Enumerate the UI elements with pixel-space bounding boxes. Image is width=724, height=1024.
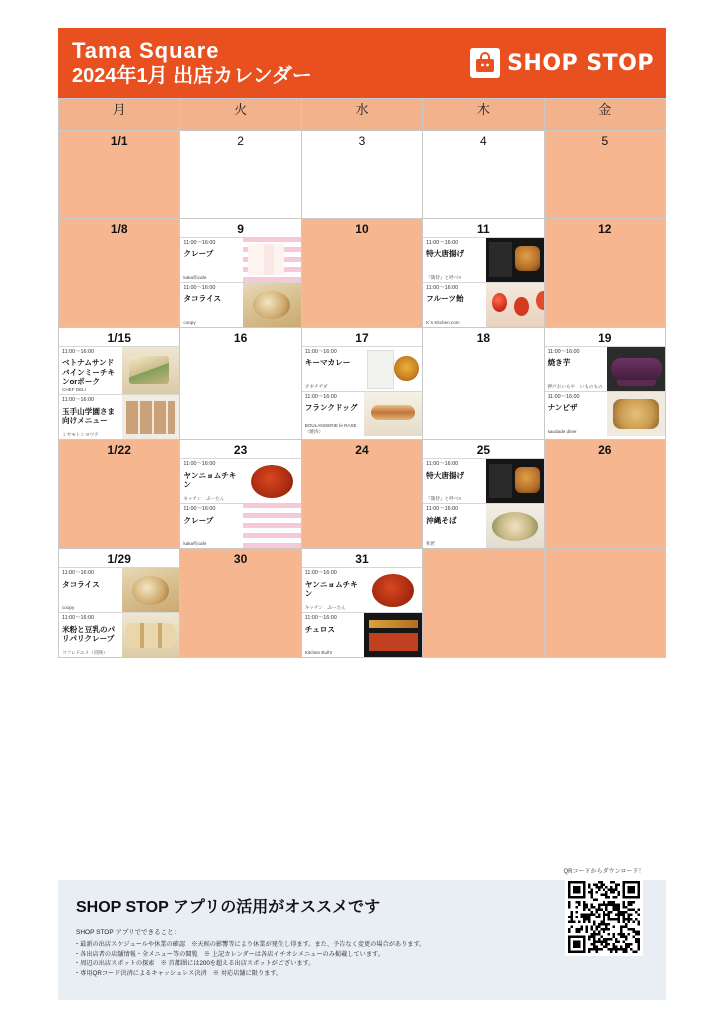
- event-menu-name: 特大唐揚げ: [426, 249, 465, 259]
- event-menu-name: タコライス: [62, 579, 100, 589]
- event-shop-name: 『鶏侍』と呼べ!!: [426, 274, 461, 280]
- event-photo: [607, 347, 665, 391]
- event-text: [302, 568, 365, 612]
- food-photo-curry: [364, 347, 422, 391]
- calendar-day-cell[interactable]: [59, 440, 180, 549]
- event-shop-name: ヲギチヂダ: [304, 383, 328, 389]
- calendar-event[interactable]: [545, 391, 665, 436]
- event-menu-name: フランクドッグ: [304, 403, 358, 413]
- event-menu-name: クレープ: [183, 249, 214, 259]
- event-text: [423, 459, 486, 503]
- event-time: 11:00〜16:00: [426, 506, 459, 513]
- day-number: 31: [355, 552, 369, 567]
- event-photo: [122, 347, 180, 394]
- event-photo: [364, 392, 422, 436]
- food-photo-meat: [122, 395, 180, 439]
- food-photo-yangnyeom: [364, 568, 422, 612]
- event-shop-name: 和匠: [426, 540, 436, 546]
- event-time: 11:00〜16:00: [304, 615, 337, 622]
- day-event-list: [59, 567, 179, 657]
- brand-logo: [470, 48, 654, 78]
- calendar-event[interactable]: [423, 282, 543, 327]
- calendar-event[interactable]: [302, 612, 422, 657]
- calendar-event[interactable]: [302, 391, 422, 436]
- calendar-day-cell[interactable]: [180, 549, 301, 658]
- event-shop-name: コフレドエメ（冒険）: [62, 649, 108, 655]
- event-text: [423, 238, 486, 282]
- food-photo-crepe2: [243, 504, 301, 548]
- calendar-day-cell[interactable]: [423, 440, 544, 549]
- day-number: 24: [355, 443, 369, 458]
- event-text: [59, 395, 122, 439]
- food-photo-churros: [364, 613, 422, 657]
- event-text: [180, 504, 243, 548]
- calendar-day-cell[interactable]: [544, 440, 665, 549]
- event-time: 11:00〜16:00: [183, 240, 216, 246]
- calendar-table: [58, 98, 666, 658]
- event-shop-name: K`s Kitchen.com: [426, 319, 460, 325]
- calendar-event[interactable]: [423, 237, 543, 282]
- weekday-thu: 木: [423, 99, 544, 131]
- food-photo-karaage: [486, 459, 544, 503]
- event-shop-name: coopy: [62, 604, 75, 610]
- event-photo: [122, 568, 180, 612]
- food-photo-sandwich: [122, 347, 180, 394]
- day-number: 11: [477, 222, 490, 236]
- day-event-list: [59, 346, 179, 439]
- food-photo-taco: [243, 283, 301, 327]
- event-photo: [243, 504, 301, 548]
- event-time: 11:00〜16:00: [426, 461, 459, 468]
- event-shop-name: 押戸おいもや いものもの: [547, 383, 603, 389]
- event-time: 11:00〜16:00: [304, 570, 337, 577]
- event-text: [180, 283, 243, 327]
- event-shop-name: ミヤモトシヨウテ: [62, 431, 99, 437]
- footer-feature-item: ・専用QRコード決済によるキャッシュレス決済 ※ 対応店舗に限ります。: [74, 969, 283, 977]
- day-number: [423, 549, 543, 553]
- weekday-mon: 月: [59, 99, 180, 131]
- event-shop-name: CHEF DELI: [62, 386, 86, 392]
- calendar-event[interactable]: [180, 282, 300, 327]
- event-photo: [486, 459, 544, 503]
- day-number: 26: [598, 443, 612, 458]
- calendar-event[interactable]: [423, 458, 543, 503]
- shop-bag-icon: [470, 48, 500, 78]
- event-menu-name: キーマカレー: [304, 358, 351, 368]
- calendar-week-row: [59, 219, 666, 328]
- day-number: 12: [598, 222, 612, 236]
- calendar-day-cell[interactable]: [544, 219, 665, 328]
- day-number: 9: [237, 222, 244, 236]
- event-shop-name: キッチン ぷーたん: [304, 604, 346, 610]
- event-time: 11:00〜16:00: [62, 570, 94, 577]
- event-shop-name: coopy: [183, 319, 196, 325]
- event-photo: [486, 504, 544, 548]
- calendar-event[interactable]: [59, 567, 179, 612]
- calendar-day-cell[interactable]: [423, 219, 544, 328]
- calendar-event[interactable]: [180, 503, 300, 548]
- calendar-day-cell[interactable]: [423, 131, 544, 219]
- weekday-tue: 火: [180, 99, 301, 131]
- day-number: 5: [601, 134, 609, 148]
- food-photo-imo: [607, 347, 665, 391]
- event-photo: [243, 283, 301, 327]
- event-text: [59, 568, 122, 612]
- event-text: [302, 392, 365, 436]
- day-number: 3: [358, 134, 366, 148]
- day-number: 23: [233, 443, 248, 458]
- qr-code[interactable]: [565, 878, 643, 956]
- event-text: [545, 392, 608, 436]
- footer-feature-item: ・周辺の出店スポットの探索 ※ 首都圏には200を超える出店スポットがございます。: [74, 960, 315, 968]
- header-titles: [72, 38, 312, 87]
- food-photo-crepe: [243, 238, 301, 282]
- event-time: 11:00〜16:00: [426, 240, 459, 246]
- calendar-event[interactable]: [302, 346, 422, 391]
- calendar-day-cell[interactable]: [59, 131, 180, 219]
- app-promo-footer: [58, 869, 666, 1000]
- event-time: 11:00〜16:00: [183, 461, 216, 468]
- event-photo: [243, 459, 301, 503]
- event-menu-name: タコライス: [183, 294, 222, 304]
- flyer-header: [58, 28, 666, 98]
- event-time: 11:00〜16:00: [62, 349, 94, 355]
- weekday-fri: 金: [544, 99, 665, 131]
- event-menu-name: チュロス: [304, 624, 335, 634]
- calendar-event[interactable]: [545, 346, 665, 391]
- event-photo: [486, 283, 544, 327]
- event-time: 11:00〜16:00: [304, 394, 337, 400]
- day-event-list: [423, 237, 543, 327]
- event-photo: [122, 395, 180, 439]
- footer-title: SHOP STOP アプリの活用がオススメです: [76, 899, 381, 916]
- event-time: 11:00〜16:00: [183, 506, 216, 513]
- day-number: 17: [355, 331, 369, 345]
- day-number: [545, 549, 665, 553]
- calendar-week-row: [59, 328, 666, 440]
- food-photo-ame: [486, 283, 544, 327]
- event-photo: [486, 238, 544, 282]
- event-text: [59, 613, 122, 657]
- calendar-header-row: [59, 99, 666, 131]
- event-shop-name: キッチン ぷーたん: [183, 495, 225, 501]
- calendar-week-row: [59, 549, 666, 658]
- event-text: [180, 238, 243, 282]
- day-number: 16: [233, 331, 248, 345]
- event-shop-name: 『鶏侍』と呼べ!!: [426, 495, 461, 501]
- calendar-day-cell[interactable]: [180, 219, 301, 328]
- calendar-day-cell[interactable]: [59, 549, 180, 658]
- calendar-event[interactable]: [180, 458, 300, 503]
- event-time: 11:00〜16:00: [426, 285, 459, 291]
- day-event-list: [180, 458, 300, 548]
- day-number: 25: [476, 443, 491, 458]
- day-event-list: [423, 458, 543, 548]
- event-photo: [364, 347, 422, 391]
- food-photo-soba: [486, 504, 544, 548]
- footer-subtitle: SHOP STOP アプリでできること：: [76, 929, 181, 936]
- calendar-event[interactable]: [59, 346, 179, 394]
- event-text: [180, 459, 243, 503]
- day-number: 18: [476, 331, 491, 345]
- day-number: 10: [355, 222, 369, 236]
- event-shop-name: Kitchen Bull's: [304, 649, 333, 655]
- food-photo-banh: [122, 613, 180, 657]
- event-shop-name: kaka咲cafe: [183, 274, 207, 280]
- event-photo: [607, 392, 665, 436]
- day-number: 4: [480, 134, 487, 148]
- calendar-week-row: [59, 440, 666, 549]
- calendar-day-cell[interactable]: [423, 549, 544, 658]
- calendar-day-cell[interactable]: [180, 131, 301, 219]
- page-title: Tama Square: [72, 38, 220, 64]
- day-number: 1/15: [107, 331, 131, 345]
- event-photo: [364, 568, 422, 612]
- event-shop-name: kaka咲cafe: [183, 540, 207, 546]
- calendar-day-cell[interactable]: [544, 549, 665, 658]
- calendar-day-cell[interactable]: [423, 328, 544, 440]
- qr-label: QRコードからダウンロード！: [563, 869, 645, 875]
- calendar-event[interactable]: [59, 394, 179, 439]
- event-menu-name: ナンピザ: [547, 403, 578, 413]
- day-number: 1/29: [107, 552, 131, 567]
- event-menu-name: ヤンニョムチキン: [304, 579, 358, 599]
- page-subtitle: 2024年1月 出店カレンダー: [72, 64, 312, 87]
- day-event-list: [302, 567, 422, 657]
- event-shop-name: saudade diner: [547, 428, 577, 434]
- event-time: 11:00〜16:00: [547, 349, 580, 355]
- qr-download-block: [556, 866, 652, 956]
- calendar-day-cell[interactable]: [59, 219, 180, 328]
- calendar-day-cell[interactable]: [301, 328, 422, 440]
- day-number: 1/1: [110, 134, 128, 148]
- event-menu-name: ヤンニョムチキン: [183, 470, 237, 490]
- event-menu-name: 米粉と豆乳のパリパリクレープ: [62, 624, 116, 644]
- calendar-day-cell[interactable]: [544, 328, 665, 440]
- day-event-list: [545, 346, 665, 436]
- calendar-day-cell[interactable]: [301, 219, 422, 328]
- calendar-event[interactable]: [423, 503, 543, 548]
- calendar-day-cell[interactable]: [301, 549, 422, 658]
- event-text: [302, 347, 365, 391]
- event-text: [423, 504, 486, 548]
- calendar-event[interactable]: [180, 237, 300, 282]
- food-photo-taco: [122, 568, 180, 612]
- calendar-day-cell[interactable]: [301, 440, 422, 549]
- event-menu-name: 焼き芋: [547, 358, 571, 368]
- calendar-day-cell[interactable]: [59, 328, 180, 440]
- event-text: [545, 347, 608, 391]
- day-number: 1/8: [110, 222, 128, 236]
- weekday-wed: 水: [301, 99, 422, 131]
- day-number: 2: [237, 134, 244, 148]
- calendar-day-cell[interactable]: [544, 131, 665, 219]
- footer-feature-item: ・各出店者の店舗情報・全メニュー等の閲覧 ※ 上記カレンダーは各店イチオシメニューのみ掲載しています。: [74, 950, 384, 958]
- event-time: 11:00〜16:00: [547, 394, 580, 400]
- event-text: [302, 613, 365, 657]
- event-text: [423, 283, 486, 327]
- event-menu-name: 特大唐揚げ: [426, 470, 465, 480]
- event-photo: [364, 613, 422, 657]
- event-menu-name: ベトナムサンドバインミーチキンorポーク: [62, 358, 116, 387]
- brand-logo-text: SHOP STOP: [507, 50, 654, 76]
- day-event-list: [180, 237, 300, 327]
- event-time: 11:00〜16:00: [62, 615, 94, 622]
- event-menu-name: 沖縄そば: [426, 515, 457, 525]
- event-photo: [243, 238, 301, 282]
- event-text: [59, 347, 122, 394]
- calendar-body: [59, 131, 666, 658]
- food-photo-karaage: [486, 238, 544, 282]
- day-number: 1/22: [107, 443, 131, 458]
- day-event-list: [302, 346, 422, 436]
- calendar-event[interactable]: [59, 612, 179, 657]
- calendar-day-cell[interactable]: [180, 440, 301, 549]
- calendar-week-row: [59, 131, 666, 219]
- footer-feature-item: ・最新の出店スケジュールや休業の確認 ※天候の影響等により休業が発生し得ます。また、予告なく変更の場合があります。: [74, 941, 426, 948]
- day-number: 19: [598, 331, 612, 345]
- food-photo-nanpiza: [607, 392, 665, 436]
- event-time: 11:00〜16:00: [183, 285, 216, 291]
- day-number: 30: [233, 552, 248, 567]
- event-photo: [122, 613, 180, 657]
- calendar-day-cell[interactable]: [180, 328, 301, 440]
- event-shop-name: BOULANGERIE le RASE（焼肉）: [304, 423, 357, 434]
- event-time: 11:00〜16:00: [62, 397, 94, 404]
- food-photo-yangnyeom: [243, 459, 301, 503]
- food-photo-hotdog: [364, 392, 422, 436]
- event-menu-name: フルーツ飴: [426, 294, 464, 304]
- event-time: 11:00〜16:00: [304, 349, 337, 355]
- event-menu-name: クレープ: [183, 515, 214, 525]
- event-menu-name: 玉手山学園さま向けメニュー: [62, 406, 116, 426]
- calendar-day-cell[interactable]: [301, 131, 422, 219]
- calendar-event[interactable]: [302, 567, 422, 612]
